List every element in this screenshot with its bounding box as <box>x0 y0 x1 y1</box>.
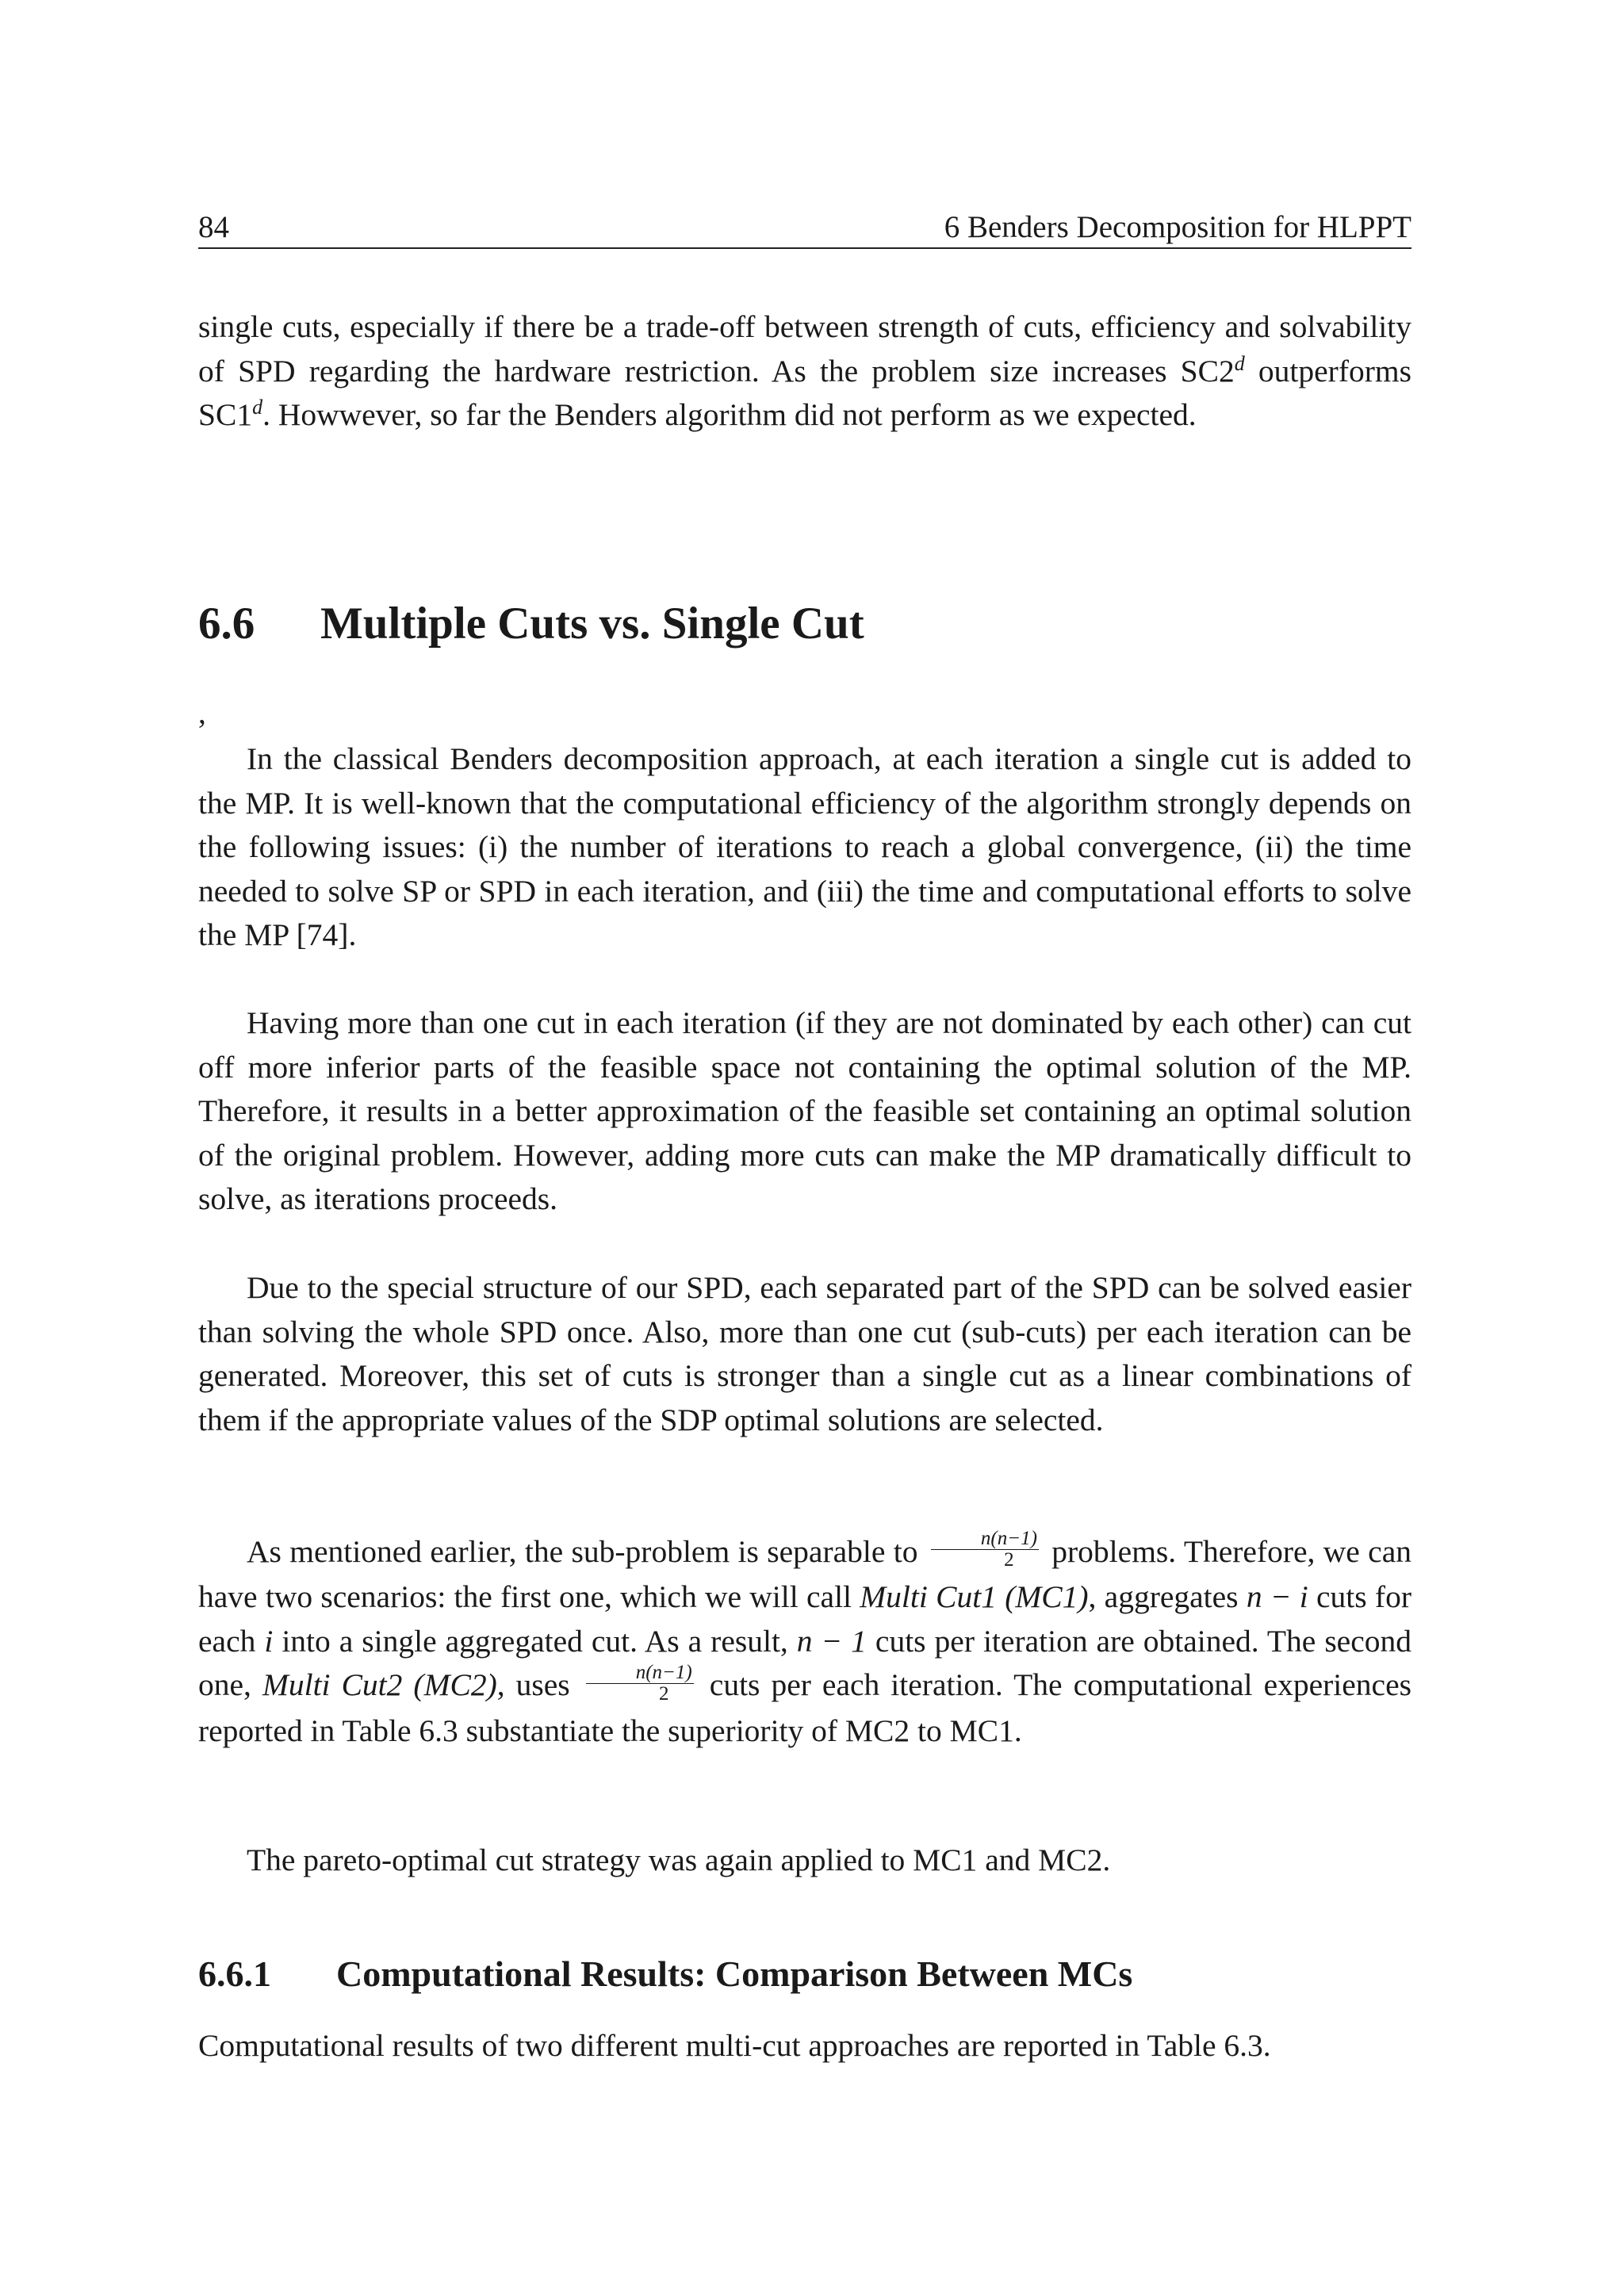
section-number: 6.6 <box>198 599 255 649</box>
page-number: 84 <box>198 210 229 244</box>
fraction-n-n-minus-1-over-2: $\frac{n(n-1)}{2}$ <box>931 1529 1039 1571</box>
paragraph-1: In the classical Benders decomposition approach, at each iteration a single cut is added to the MP. It is well-known that the computational efficiency of the algorithm strongly depends on the following issues: (i) the number of iterations to reach a global convergence, (ii) the time needed to solve SP or SPD in each iteration, and (iii) the time and computational efforts to solve the MP [74]. <box>198 741 1411 952</box>
subsection-title: Computational Results: Comparison Between MCs <box>336 1954 1133 1994</box>
stray-comma: , <box>198 696 206 730</box>
paragraph-5: The pareto-optimal cut strategy was again applied to MC1 and MC2. <box>247 1843 1111 1877</box>
intro-paragraph: single cuts, especially if there be a trade-off between strength of cuts, efficiency and solvability of SPD regarding the hardware restriction. As the problem size increases SC2$^d$ outperforms SC1$^d$. Howwever, so far the Benders algorithm did not perform as we expected. <box>198 309 1411 432</box>
chapter-title: 6 Benders Decomposition for HLPPT <box>944 210 1411 244</box>
fraction-n-n-minus-1-over-2-second: $\frac{n(n-1)}{2}$ <box>586 1663 694 1705</box>
running-header <box>198 208 1411 249</box>
paragraph-2: Having more than one cut in each iteration (if they are not dominated by each other) can cut off more inferior parts of the feasible space not containing the optimal solution of the MP. Therefore, it results in a better approximation of the feasible set containing an optimal solution of the original problem. However, adding more cuts can make the MP dramatically difficult to solve, as iterations proceeds. <box>198 1005 1411 1216</box>
subsection-number: 6.6.1 <box>198 1954 271 1994</box>
section-title: Multiple Cuts vs. Single Cut <box>320 599 864 649</box>
paragraph-4: As mentioned earlier, the sub-problem is separable to $\frac{n(n-1)}{2}$ problems. Therefore, we can have two scenarios: the first one, which we will call Multi Cut1 (MC1), aggregates n − i cuts for each i into a single aggregated cut. As a result, n − 1 cuts per iteration are obtained. The second one, Multi Cut2 (MC2), uses $\frac{n(n-1)}{2}$ cuts per each iteration. The computational experiences reported in Table 6.3 substantiate the superiority of MC2 to MC1. <box>198 1528 1412 1748</box>
paragraph-3: Due to the special structure of our SPD, each separated part of the SPD can be solved easier than solving the whole SPD once. Also, more than one cut (sub-cuts) per each iteration can be generated. Moreover, this set of cuts is stronger than a single cut as a linear combinations of them if the appropriate values of the SDP optimal solutions are selected. <box>198 1270 1411 1437</box>
subsection-paragraph: Computational results of two different multi-cut approaches are reported in Table 6.3. <box>198 2028 1271 2063</box>
section-heading <box>198 596 864 652</box>
subsection-heading <box>198 1950 1132 1998</box>
